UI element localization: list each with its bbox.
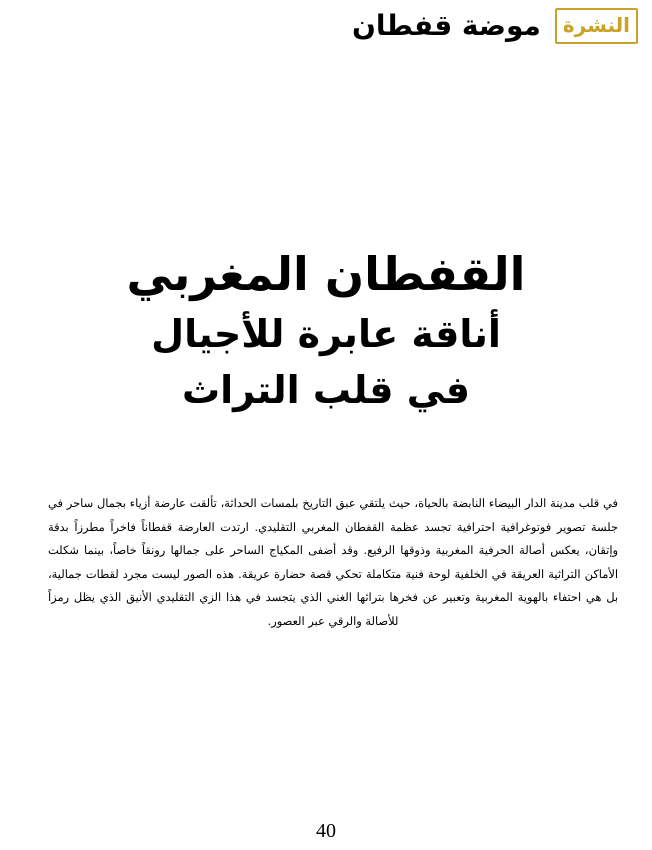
magazine-logo: النشرة: [555, 8, 638, 44]
title-line-2: أناقة عابرة للأجيال: [151, 312, 501, 356]
article-body: في قلب مدينة الدار البيضاء النابضة بالحياة، حيث يلتقي عبق التاريخ بلمسات الحداثة، تألقت عارضة أزياء بجمال ساحر في جلسة تصوير فوتوغرافية احترافية تجسد عظمة القفطان المغربي التقليدي. ارتدت العارضة قفطاناً فاخراً مطرزاً بدقة وإتقان، يعكس أصالة الحرفية المغربية وذوقها الرفيع. وقد أضفى المكياج الساحر على جمالها رونقاً خاصاً، بينما شكلت الأماكن التراثية العريقة في الخلفية لوحة فنية متكاملة تحكي قصة حضارة عريقة. هذه الصور ليست مجرد لقطات جمالية، بل هي احتفاء بالهوية المغربية وتعبير عن فخرها بتراثها الغني الذي يتجسد في هذا الزي التقليدي الأنيق الذي يظل رمزاً للأصالة والرقي عبر العصور.: [48, 496, 618, 628]
page-number: 40: [316, 820, 336, 842]
page-header: [352, 8, 638, 44]
title-line-3: في قلب التراث: [181, 368, 471, 412]
title-line-1: القفطان المغربي: [126, 247, 526, 301]
section-title: موضة قفطان: [352, 9, 541, 42]
article-title: [0, 242, 652, 418]
